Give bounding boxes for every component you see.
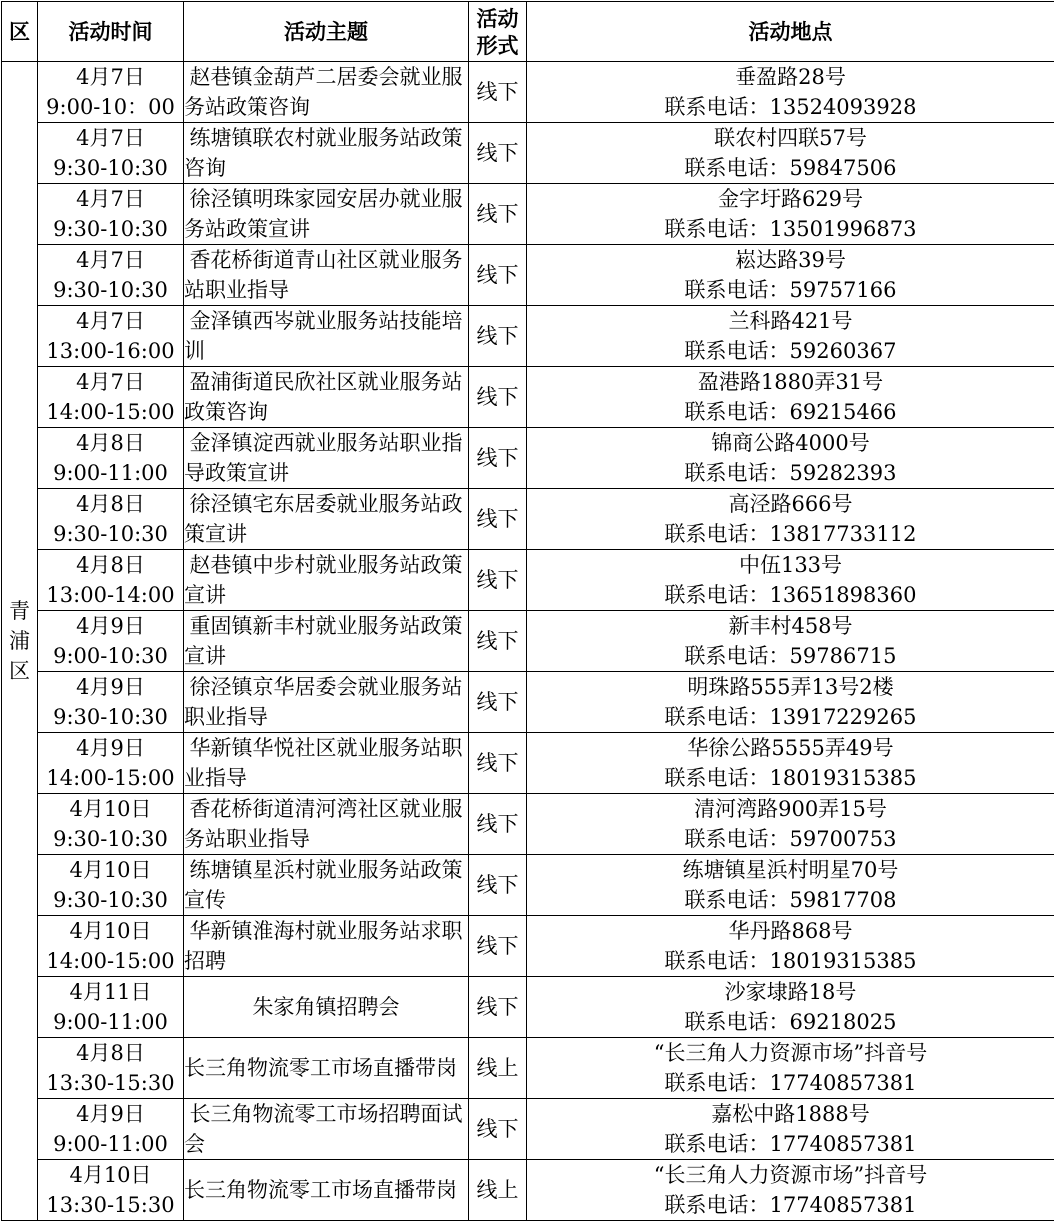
activity-theme: 朱家角镇招聘会 (184, 992, 468, 1022)
contact-phone: 联系电话：18019315385 (527, 946, 1054, 976)
contact-phone: 联系电话：59817708 (527, 885, 1054, 915)
contact-phone: 联系电话：17740857381 (527, 1068, 1054, 1098)
activity-date: 4月7日 (38, 62, 183, 92)
activity-time-range: 14:00-15:00 (38, 397, 183, 427)
table-row (2, 62, 1054, 123)
theme-cell (184, 611, 469, 672)
time-cell (38, 184, 184, 245)
table-body (2, 62, 1054, 1221)
activity-schedule-table (1, 1, 1054, 1221)
contact-phone: 联系电话：13651898360 (527, 580, 1054, 610)
location-cell (527, 367, 1054, 428)
theme-cell (184, 367, 469, 428)
time-cell (38, 62, 184, 123)
header-location: 活动地点 (527, 2, 1054, 62)
activity-format: 线下 (469, 123, 527, 184)
location-cell (527, 1099, 1054, 1160)
contact-phone: 联系电话：17740857381 (527, 1129, 1054, 1159)
activity-format: 线下 (469, 611, 527, 672)
activity-theme: 长三角物流零工市场招聘面试会 (184, 1099, 468, 1159)
activity-date: 4月9日 (38, 611, 183, 641)
activity-format: 线下 (469, 672, 527, 733)
contact-phone: 联系电话：69215466 (527, 397, 1054, 427)
time-cell (38, 611, 184, 672)
time-cell (38, 245, 184, 306)
time-cell (38, 489, 184, 550)
activity-time-range: 9:30-10:30 (38, 702, 183, 732)
table-row (2, 855, 1054, 916)
activity-theme: 赵巷镇金葫芦二居委会就业服务站政策咨询 (184, 62, 468, 122)
table-row (2, 672, 1054, 733)
activity-format: 线上 (469, 1038, 527, 1099)
activity-format: 线下 (469, 306, 527, 367)
activity-theme: 金泽镇淀西就业服务站职业指导政策宣讲 (184, 428, 468, 488)
activity-format: 线下 (469, 62, 527, 123)
location-cell (527, 733, 1054, 794)
activity-date: 4月8日 (38, 489, 183, 519)
activity-format: 线上 (469, 1160, 527, 1221)
table-row (2, 611, 1054, 672)
activity-address: 联农村四联57号 (527, 123, 1054, 153)
activity-time-range: 13:00-16:00 (38, 336, 183, 366)
contact-phone: 联系电话：59260367 (527, 336, 1054, 366)
location-cell (527, 1038, 1054, 1099)
table-row (2, 1160, 1054, 1221)
location-cell (527, 855, 1054, 916)
activity-time-range: 9:00-11:00 (38, 1129, 183, 1159)
contact-phone: 联系电话：13917229265 (527, 702, 1054, 732)
contact-phone: 联系电话：13817733112 (527, 519, 1054, 549)
location-cell (527, 977, 1054, 1038)
theme-cell (184, 672, 469, 733)
activity-date: 4月9日 (38, 733, 183, 763)
activity-format: 线下 (469, 367, 527, 428)
time-cell (38, 916, 184, 977)
time-cell (38, 550, 184, 611)
time-cell (38, 794, 184, 855)
contact-phone: 联系电话：59786715 (527, 641, 1054, 671)
activity-date: 4月8日 (38, 428, 183, 458)
activity-time-range: 9:30-10:30 (38, 214, 183, 244)
activity-format: 线下 (469, 1099, 527, 1160)
table-row (2, 977, 1054, 1038)
theme-cell (184, 1160, 469, 1221)
activity-format: 线下 (469, 550, 527, 611)
table-row (2, 550, 1054, 611)
header-format-line1: 活动 (469, 5, 526, 32)
theme-cell (184, 855, 469, 916)
theme-cell (184, 123, 469, 184)
activity-time-range: 13:30-15:30 (38, 1190, 183, 1220)
theme-cell (184, 428, 469, 489)
contact-phone: 联系电话：13501996873 (527, 214, 1054, 244)
activity-theme: 盈浦街道民欣社区就业服务站政策咨询 (184, 367, 468, 427)
activity-address: 金字圩路629号 (527, 184, 1054, 214)
contact-phone: 联系电话：13524093928 (527, 92, 1054, 122)
activity-address: 明珠路555弄13号2楼 (527, 672, 1054, 702)
time-cell (38, 1038, 184, 1099)
activity-address: 锦商公路4000号 (527, 428, 1054, 458)
time-cell (38, 367, 184, 428)
activity-time-range: 9:30-10:30 (38, 275, 183, 305)
time-cell (38, 1099, 184, 1160)
location-cell (527, 306, 1054, 367)
activity-time-range: 9:00-10：00 (38, 92, 183, 122)
activity-format: 线下 (469, 184, 527, 245)
activity-format: 线下 (469, 916, 527, 977)
theme-cell (184, 245, 469, 306)
location-cell (527, 916, 1054, 977)
activity-theme: 重固镇新丰村就业服务站政策宣讲 (184, 611, 468, 671)
activity-theme: 长三角物流零工市场直播带岗 (184, 1175, 468, 1205)
activity-theme: 练塘镇星浜村就业服务站政策宣传 (184, 855, 468, 915)
activity-address: 兰科路421号 (527, 306, 1054, 336)
activity-date: 4月8日 (38, 1038, 183, 1068)
theme-cell (184, 1038, 469, 1099)
location-cell (527, 1160, 1054, 1221)
activity-format: 线下 (469, 428, 527, 489)
activity-address: 华徐公路5555弄49号 (527, 733, 1054, 763)
table-header (2, 2, 1054, 62)
location-cell (527, 184, 1054, 245)
table-row (2, 306, 1054, 367)
table-row (2, 367, 1054, 428)
table-row (2, 245, 1054, 306)
theme-cell (184, 916, 469, 977)
location-cell (527, 794, 1054, 855)
activity-time-range: 9:30-10:30 (38, 153, 183, 183)
activity-format: 线下 (469, 855, 527, 916)
header-time: 活动时间 (38, 2, 184, 62)
activity-address: 崧达路39号 (527, 245, 1054, 275)
activity-address: 高泾路666号 (527, 489, 1054, 519)
activity-date: 4月9日 (38, 672, 183, 702)
table-row (2, 733, 1054, 794)
district-cell (2, 62, 38, 1221)
activity-date: 4月7日 (38, 184, 183, 214)
activity-time-range: 13:30-15:30 (38, 1068, 183, 1098)
activity-theme: 华新镇华悦社区就业服务站职业指导 (184, 733, 468, 793)
theme-cell (184, 306, 469, 367)
activity-theme: 徐泾镇京华居委会就业服务站职业指导 (184, 672, 468, 732)
theme-cell (184, 550, 469, 611)
contact-phone: 联系电话：59757166 (527, 275, 1054, 305)
activity-time-range: 14:00-15:00 (38, 763, 183, 793)
theme-cell (184, 794, 469, 855)
activity-address: 中伍133号 (527, 550, 1054, 580)
activity-address: 华丹路868号 (527, 916, 1054, 946)
table-row (2, 428, 1054, 489)
activity-date: 4月7日 (38, 367, 183, 397)
header-district: 区 (2, 2, 38, 62)
table-row (2, 794, 1054, 855)
activity-date: 4月10日 (38, 916, 183, 946)
time-cell (38, 855, 184, 916)
location-cell (527, 489, 1054, 550)
activity-date: 4月10日 (38, 794, 183, 824)
activity-theme: 长三角物流零工市场直播带岗 (184, 1053, 468, 1083)
location-cell (527, 123, 1054, 184)
location-cell (527, 611, 1054, 672)
theme-cell (184, 184, 469, 245)
activity-date: 4月10日 (38, 1160, 183, 1190)
header-format (469, 2, 527, 62)
activity-format: 线下 (469, 977, 527, 1038)
table-row (2, 184, 1054, 245)
time-cell (38, 123, 184, 184)
activity-date: 4月7日 (38, 123, 183, 153)
activity-address: “长三角人力资源市场”抖音号 (527, 1160, 1054, 1190)
activity-time-range: 9:30-10:30 (38, 519, 183, 549)
activity-time-range: 9:30-10:30 (38, 824, 183, 854)
contact-phone: 联系电话：69218025 (527, 1007, 1054, 1037)
time-cell (38, 428, 184, 489)
location-cell (527, 245, 1054, 306)
activity-date: 4月10日 (38, 855, 183, 885)
activity-address: 盈港路1880弄31号 (527, 367, 1054, 397)
activity-theme: 华新镇淮海村就业服务站求职招聘 (184, 916, 468, 976)
theme-cell (184, 1099, 469, 1160)
activity-time-range: 9:00-11:00 (38, 458, 183, 488)
contact-phone: 联系电话：17740857381 (527, 1190, 1054, 1220)
activity-time-range: 9:00-11:00 (38, 1007, 183, 1037)
table-row (2, 1099, 1054, 1160)
activity-time-range: 9:30-10:30 (38, 885, 183, 915)
contact-phone: 联系电话：18019315385 (527, 763, 1054, 793)
activity-date: 4月7日 (38, 245, 183, 275)
activity-time-range: 13:00-14:00 (38, 580, 183, 610)
location-cell (527, 672, 1054, 733)
location-cell (527, 428, 1054, 489)
activity-date: 4月9日 (38, 1099, 183, 1129)
contact-phone: 联系电话：59700753 (527, 824, 1054, 854)
activity-theme: 徐泾镇宅东居委就业服务站政策宣讲 (184, 489, 468, 549)
theme-cell (184, 489, 469, 550)
header-theme: 活动主题 (184, 2, 469, 62)
activity-address: 嘉松中路1888号 (527, 1099, 1054, 1129)
time-cell (38, 306, 184, 367)
activity-theme: 金泽镇西岑就业服务站技能培训 (184, 306, 468, 366)
time-cell (38, 733, 184, 794)
theme-cell (184, 977, 469, 1038)
time-cell (38, 1160, 184, 1221)
time-cell (38, 977, 184, 1038)
table-row (2, 489, 1054, 550)
activity-date: 4月11日 (38, 977, 183, 1007)
theme-cell (184, 733, 469, 794)
district-label: 青浦区 (8, 596, 32, 686)
activity-format: 线下 (469, 489, 527, 550)
header-format-line2: 形式 (469, 32, 526, 59)
activity-format: 线下 (469, 733, 527, 794)
contact-phone: 联系电话：59282393 (527, 458, 1054, 488)
activity-format: 线下 (469, 794, 527, 855)
activity-address: 练塘镇星浜村明星70号 (527, 855, 1054, 885)
activity-date: 4月7日 (38, 306, 183, 336)
activity-theme: 徐泾镇明珠家园安居办就业服务站政策宣讲 (184, 184, 468, 244)
activity-address: 沙家埭路18号 (527, 977, 1054, 1007)
activity-address: 新丰村458号 (527, 611, 1054, 641)
table-row (2, 123, 1054, 184)
activity-theme: 练塘镇联农村就业服务站政策咨询 (184, 123, 468, 183)
activity-format: 线下 (469, 245, 527, 306)
table-row (2, 916, 1054, 977)
activity-time-range: 9:00-10:30 (38, 641, 183, 671)
header-row (2, 2, 1054, 62)
activity-theme: 赵巷镇中步村就业服务站政策宣讲 (184, 550, 468, 610)
activity-time-range: 14:00-15:00 (38, 946, 183, 976)
time-cell (38, 672, 184, 733)
activity-date: 4月8日 (38, 550, 183, 580)
activity-address: “长三角人力资源市场”抖音号 (527, 1038, 1054, 1068)
table-row (2, 1038, 1054, 1099)
contact-phone: 联系电话：59847506 (527, 153, 1054, 183)
activity-address: 垂盈路28号 (527, 62, 1054, 92)
theme-cell (184, 62, 469, 123)
activity-theme: 香花桥街道青山社区就业服务站职业指导 (184, 245, 468, 305)
location-cell (527, 62, 1054, 123)
activity-theme: 香花桥街道清河湾社区就业服务站职业指导 (184, 794, 468, 854)
location-cell (527, 550, 1054, 611)
activity-address: 清河湾路900弄15号 (527, 794, 1054, 824)
